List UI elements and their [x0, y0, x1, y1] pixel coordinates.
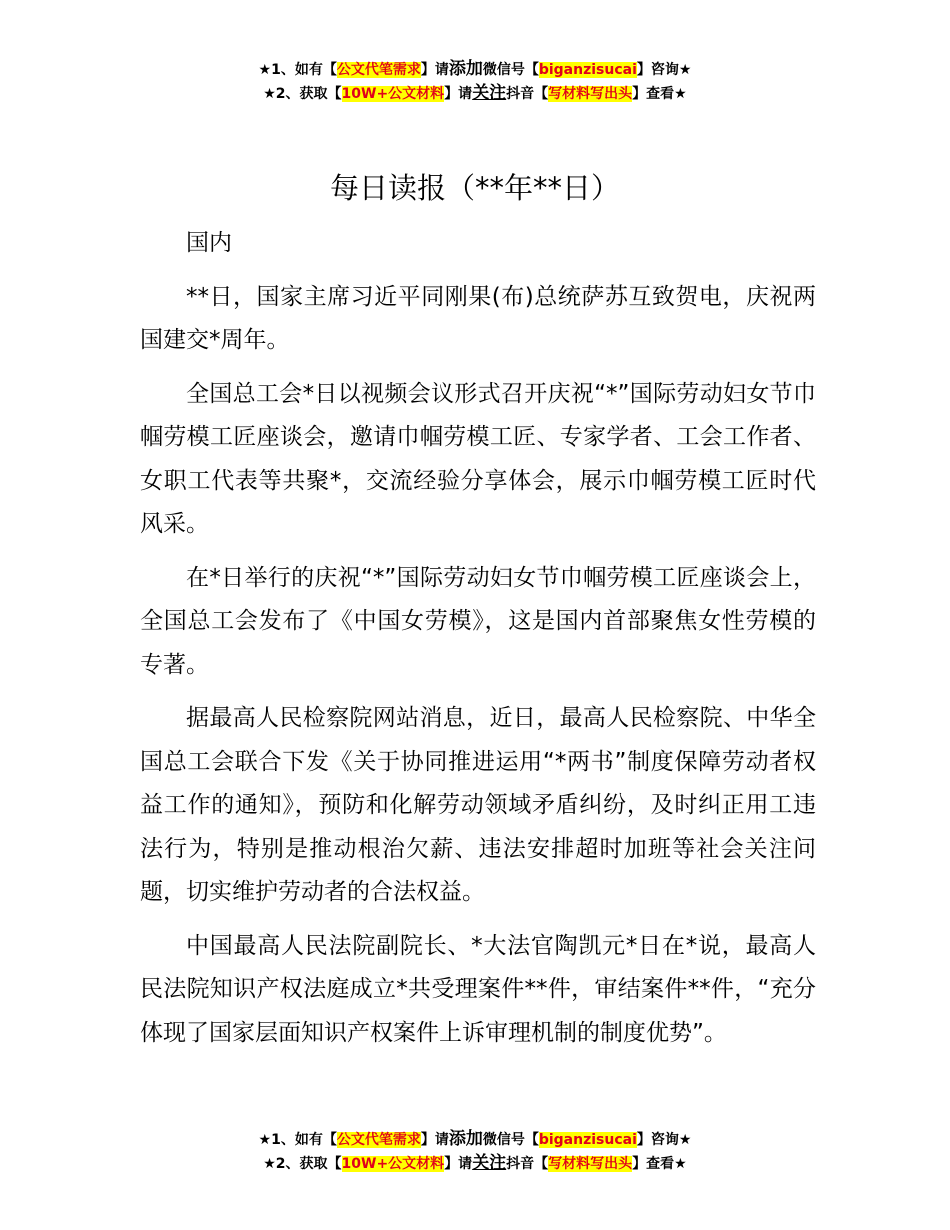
banner-highlight: 10W+公文材料 — [341, 1156, 445, 1172]
document-title: 每日读报（**年**日） — [329, 171, 620, 205]
banner-highlight: 10W+公文材料 — [341, 86, 445, 102]
paragraph: 在*日举行的庆祝“*”国际劳动妇女节巾帼劳模工匠座谈会上，全国总工会发布了《中国女劳模》，这是国内首部聚焦女性劳模的专著。 — [140, 564, 816, 678]
paragraph: 据最高人民检察院网站消息，近日，最高人民检察院、中华全国总工会联合下发《关于协同推进运用“*两书”制度保障劳动者权益工作的通知》，预防和化解劳动领域矛盾纠纷，及时纠正用工违法行为，特别是推动根治欠薪、违法安排超时加班等社会关注问题，切实维护劳动者的合法权益。 — [140, 705, 816, 905]
banner-highlight: 写材料写出头 — [548, 86, 633, 102]
banner-emphasis: 添加 — [448, 59, 483, 79]
banner-emphasis: 关注 — [472, 1153, 507, 1173]
banner-text: 】咨询★ — [636, 1132, 692, 1148]
banner-text: 】请 — [420, 62, 449, 78]
footer-banner — [0, 1128, 950, 1176]
paragraph: 全国总工会*日以视频会议形式召开庆祝“*”国际劳动妇女节巾帼劳模工匠座谈会，邀请巾帼劳模工匠、专家学者、工会工作者、女职工代表等共聚*，交流经验分享体会，展示巾帼劳模工匠时代风采。 — [140, 380, 816, 537]
banner-text: 】请 — [420, 1132, 449, 1148]
paragraph: 中国最高人民法院副院长、*大法官陶凯元*日在*说，最高人民法院知识产权法庭成立*共受理案件**件，审结案件**件，“充分体现了国家层面知识产权案件上诉审理机制的制度优势”。 — [140, 932, 816, 1046]
banner-wechat-id: biganzisucai — [538, 1132, 637, 1148]
banner-text: 】请 — [444, 86, 473, 102]
header-banner — [0, 58, 950, 106]
banner-highlight: 写材料写出头 — [548, 1156, 633, 1172]
banner-text: 微信号【 — [482, 1132, 539, 1148]
banner-line-1 — [0, 1128, 950, 1152]
banner-emphasis: 关注 — [472, 83, 507, 103]
banner-text: ★2、获取【 — [263, 86, 342, 102]
banner-line-2 — [0, 82, 950, 106]
paragraph: **日，国家主席习近平同刚果(布)总统萨苏互致贺电，庆祝两国建交*周年。 — [140, 283, 816, 353]
section-heading: 国内 — [186, 230, 232, 256]
banner-text: ★1、如有【 — [258, 1132, 337, 1148]
banner-highlight: 公文代笔需求 — [336, 1132, 421, 1148]
banner-line-2 — [0, 1152, 950, 1176]
banner-emphasis: 添加 — [448, 1129, 483, 1149]
banner-wechat-id: biganzisucai — [538, 62, 637, 78]
banner-text: ★2、获取【 — [263, 1156, 342, 1172]
banner-text: 微信号【 — [482, 62, 539, 78]
document-body — [140, 222, 816, 1065]
banner-text: 抖音【 — [506, 1156, 549, 1172]
banner-text: 】查看★ — [632, 1156, 687, 1172]
banner-highlight: 公文代笔需求 — [336, 62, 421, 78]
banner-text: 】请 — [444, 1156, 473, 1172]
banner-text: 】咨询★ — [636, 62, 692, 78]
banner-text: 】查看★ — [632, 86, 687, 102]
banner-text: ★1、如有【 — [258, 62, 337, 78]
banner-text: 抖音【 — [506, 86, 549, 102]
banner-line-1 — [0, 58, 950, 82]
